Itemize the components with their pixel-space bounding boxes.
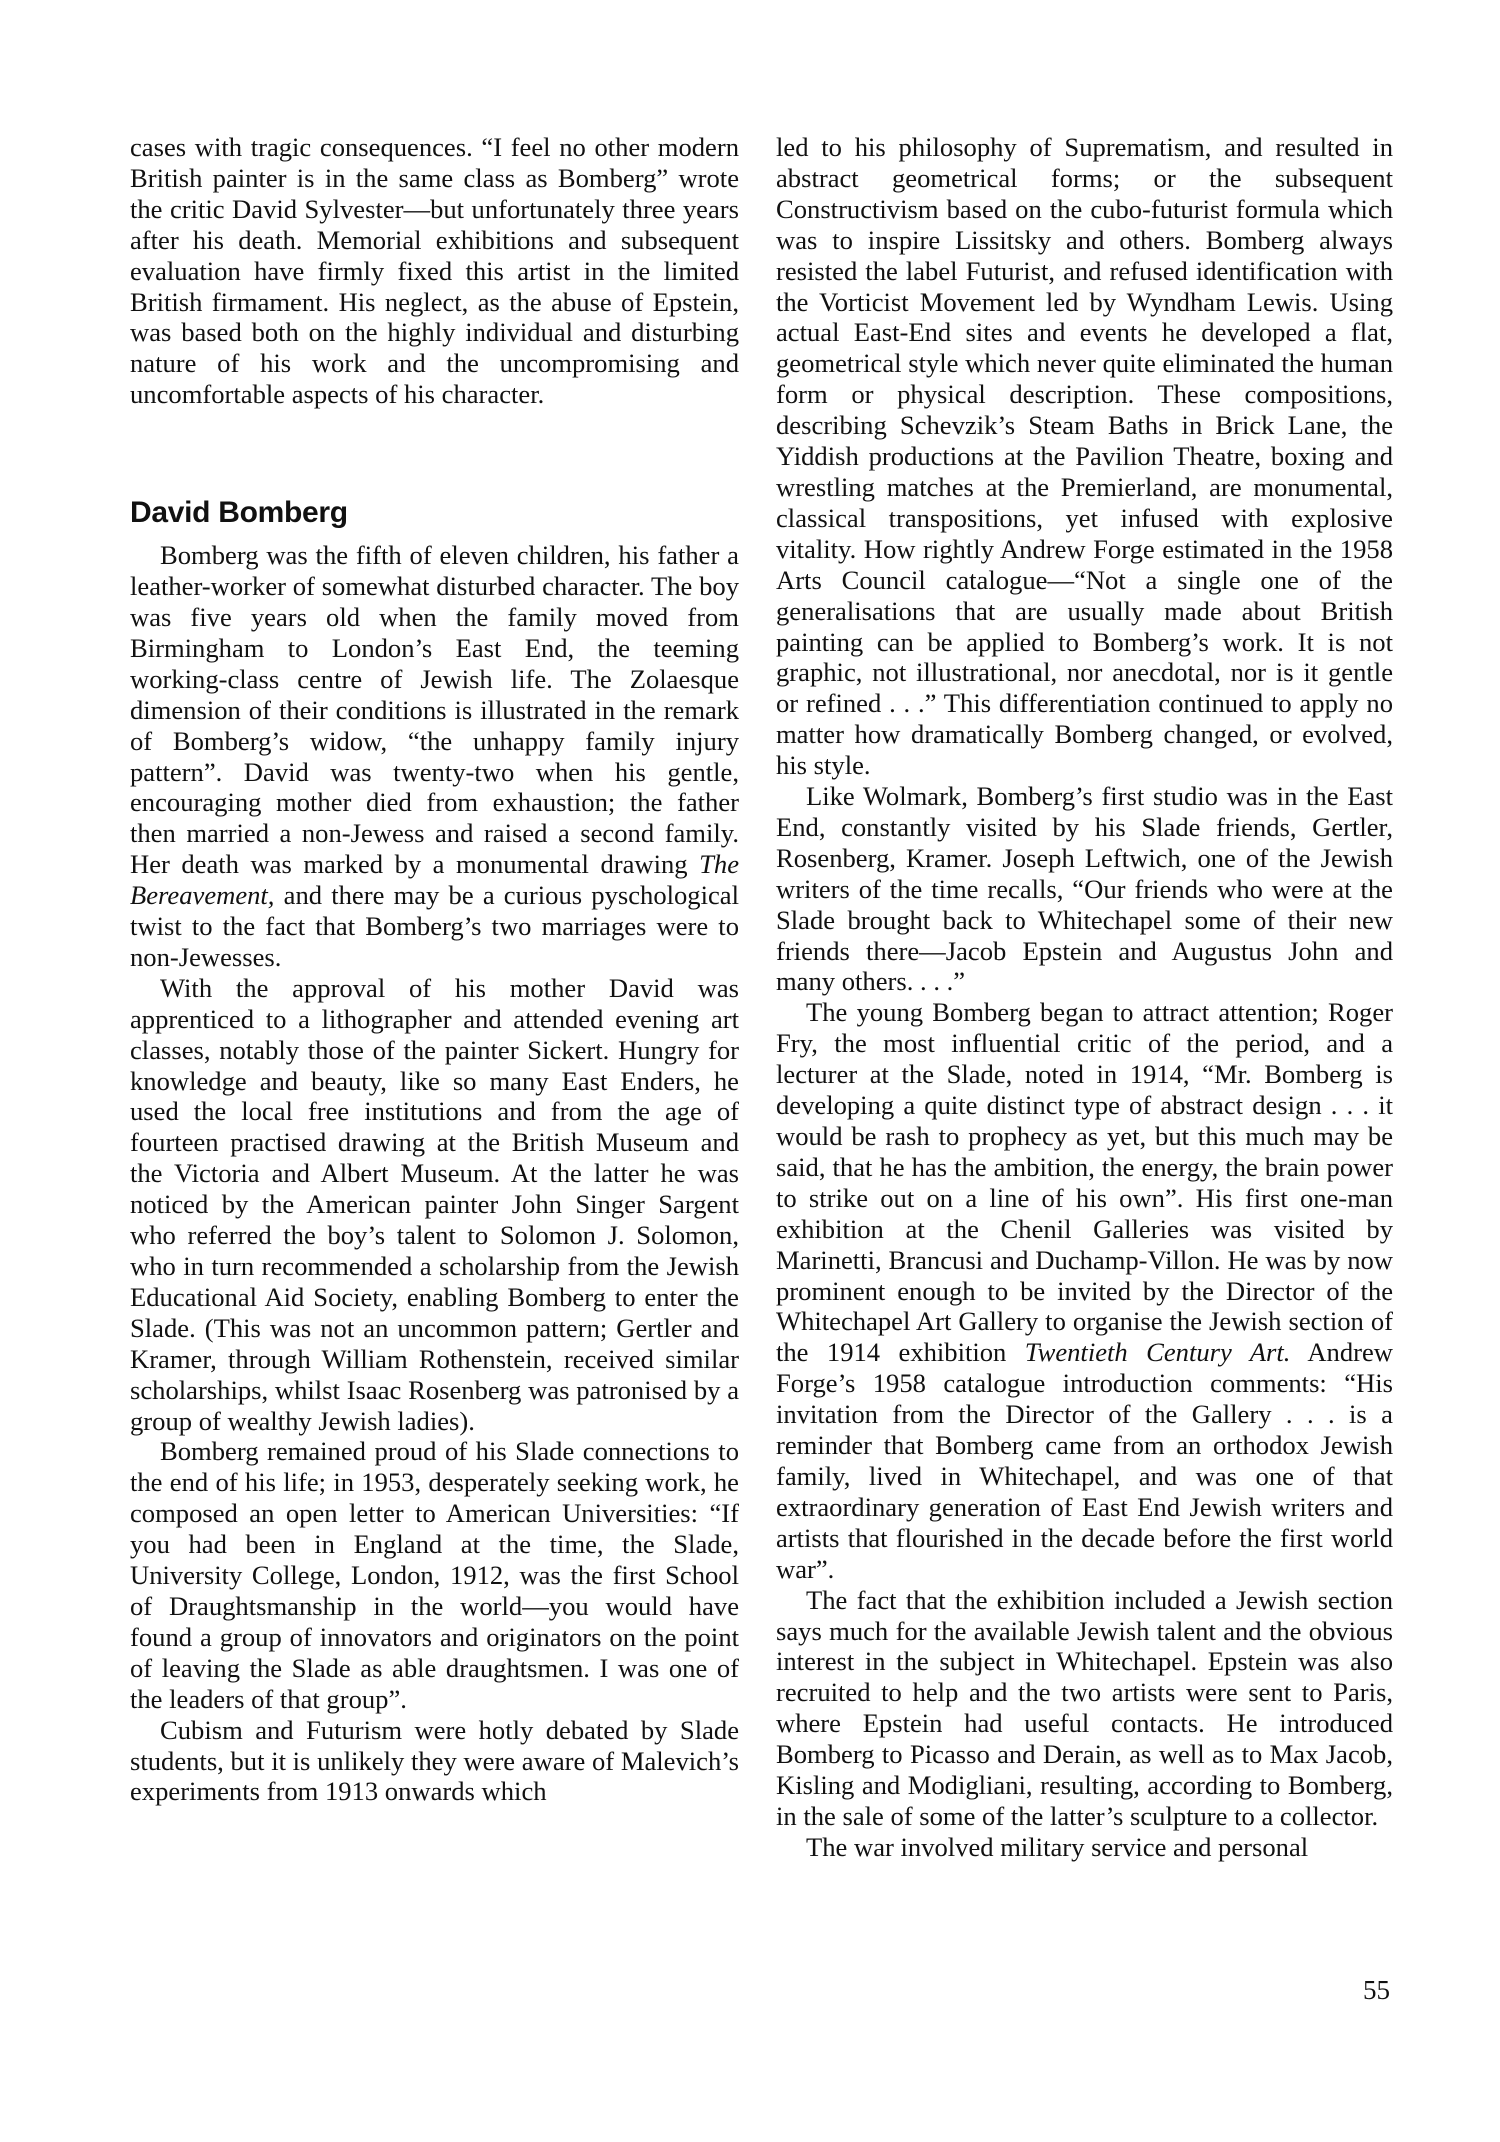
paragraph-text: Andrew Forge’s 1958 catalogue introduction comments: “His invitation from the Director of the Gallery . . . is a reminder that Bomberg came from an orthodox Jewish family, lived in Whitechapel, and was one of that extraordinary generation of East End Jewish writers and artists that flourished in the decade before the first world war”.	[776, 1337, 1393, 1584]
page-number: 55	[1363, 1975, 1390, 2005]
body-paragraph	[130, 540, 739, 973]
section-heading: David Bomberg	[130, 496, 348, 530]
body-paragraph: Cubism and Futurism were hotly debated by Slade students, but it is unlikely they were aware of Malevich’s experiments from 1913 onwards which	[130, 1714, 739, 1807]
exhibition-title: Twentieth Century Art.	[1024, 1337, 1291, 1368]
paragraph-text: and there may be a curious pyschological twist to the fact that Bomberg’s two marriages were to non-Jewesses.	[130, 880, 739, 972]
artwork-title: The Bereavement,	[130, 849, 739, 911]
body-paragraph: Bomberg remained proud of his Slade connections to the end of his life; in 1953, desperately seeking work, he composed an open letter to American Universities: “If you had been in England at the time, the Slade, University College, London, 1912, was the first School of Draughtsmanship in the world—you would have found a group of innovators and originators on the point of leaving the Slade as able draughtsmen. I was one of the leaders of that group”.	[130, 1436, 739, 1714]
body-paragraph: With the approval of his mother David was apprenticed to a lithographer and attended evening art classes, notably those of the painter Sickert. Hungry for knowledge and beauty, like so many East Enders, he used the local free institutions and from the age of fourteen practised drawing at the British Museum and the Victoria and Albert Museum. At the latter he was noticed by the American painter John Singer Sargent who referred the boy’s talent to Solomon J. Solomon, who in turn recommended a scholarship from the Jewish Educational Aid Society, enabling Bomberg to enter the Slade. (This was not an uncommon pattern; Gertler and Kramer, through William Rothenstein, received similar scholarships, whilst Isaac Rosenberg was patronised by a group of wealthy Jewish ladies).	[130, 972, 739, 1436]
body-paragraph: The fact that the exhibition included a Jewish section says much for the available Jewish talent and the obvious interest in the subject in Whitechapel. Epstein was also recruited to help and the two artists were sent to Paris, where Epstein had useful contacts. He introduced Bomberg to Picasso and Derain, as well as to Max Jacob, Kisling and Modigliani, resulting, according to Bomberg, in the sale of some of the latter’s sculpture to a collector.	[776, 1584, 1393, 1831]
intro-paragraph: cases with tragic consequences. “I feel no other modern British painter is in the same class as Bomberg” wrote the critic David Sylvester—but unfortunately three years after his death. Memorial exhibitions and subsequent evaluation have firmly fixed this artist in the limited British firmament. His neglect, as the abuse of Epstein, was based both on the highly individual and disturbing nature of his work and the uncompromising and uncomfortable aspects of his character.	[130, 132, 739, 410]
right-column	[776, 132, 1393, 1863]
paragraph-text: The young Bomberg began to attract attention; Roger Fry, the most influential critic of the period, and a lecturer at the Slade, noted in 1914, “Mr. Bomberg is developing a quite distinct type of abstract design . . . it would be rash to prophecy as yet, but this much may be said, that he has the ambition, the energy, the brain power to strike out on a line of his own”. His first one-man exhibition at the Chenil Galleries was visited by Marinetti, Brancusi and Duchamp-Villon. He was by now prominent enough to be invited by the Director of the Whitechapel Art Gallery to organise the Jewish section of the 1914 exhibition	[776, 997, 1393, 1368]
body-paragraph: The war involved military service and personal	[806, 1831, 1309, 1862]
body-paragraph	[776, 997, 1393, 1584]
paragraph-text: Bomberg was the fifth of eleven children, his father a leather-worker of somewhat disturbed character. The boy was five years old when the family moved from Birmingham to London’s East End, the teeming working-class centre of Jewish life. The Zolaesque dimension of their conditions is illustrated in the remark of Bomberg’s widow, “the unhappy family injury pattern”. David was twenty-two when his gentle, encouraging mother died from exhaustion; the father then married a non-Jewess and raised a second family. Her death was marked by a monumental drawing	[130, 540, 739, 880]
left-column	[130, 132, 739, 1807]
body-paragraph: Like Wolmark, Bomberg’s first studio was in the East End, constantly visited by his Slade friends, Gertler, Rosenberg, Kramer. Joseph Leftwich, one of the Jewish writers of the time recalls, “Our friends who were at the Slade brought back to Whitechapel some of their new friends there—Jacob Epstein and Augustus John and many others. . . .”	[776, 781, 1393, 997]
body-paragraph: led to his philosophy of Suprematism, and resulted in abstract geometrical forms; or the subsequent Constructivism based on the cubo-futurist formula which was to inspire Lissitsky and others. Bomberg always resisted the label Futurist, and refused identification with the Vorticist Movement led by Wyndham Lewis. Using actual East-End sites and events he developed a flat, geometrical style which never quite eliminated the human form or physical description. These compositions, describing Schevzik’s Steam Baths in Brick Lane, the Yiddish productions at the Pavilion Theatre, boxing and wrestling matches at the Premierland, are monumental, classical transpositions, yet infused with explosive vitality. How rightly Andrew Forge estimated in the 1958 Arts Council catalogue—“Not a single one of the generalisations that are usually made about British painting can be applied to Bomberg’s work. It is not graphic, not illustrational, nor anecdotal, nor is it gentle or refined . . .” This differentiation continued to apply no matter how dramatically Bomberg changed, or evolved, his style.	[776, 132, 1393, 781]
